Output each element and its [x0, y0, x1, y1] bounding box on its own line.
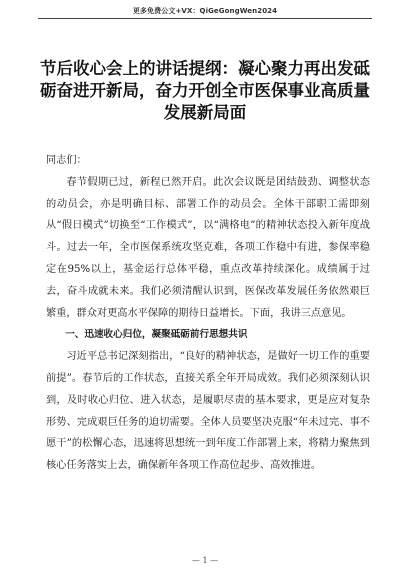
document-body [46, 150, 370, 477]
salutation: 同志们： [46, 155, 87, 166]
header-divider [38, 18, 372, 19]
page-header: 更多免费公文+VX：QiGeGongWen2024 [132, 7, 278, 15]
document-title: 节后收心会上的讲话提纲：凝心聚力再出发砥砺奋进开新局，奋力开创全市医保事业高质量发展新局面 [40, 59, 370, 122]
page-number: — 1 — [191, 556, 219, 565]
body-paragraph: 习近平总书记深刻指出，“良好的精神状态，是做好一切工作的重要前提”。春节后的工作状态，直接关系全年开局成效。我们必须深刻认识到，及时收心归位、进入状态，是履职尽责的基本要求，更是应对复杂形势、完成艰巨任务的迫切需要。全体人员要坚决克服“年未过完、事不愿干”的松懈心态，迅速将思想统一到年度工作部署上来，将精力聚焦到核心任务落实上去，确保新年各项工作高位起步、高效推进。 [46, 351, 370, 472]
body-paragraph: 春节假期已过，新程已然开启。此次会议既是团结鼓劲、调整状态的动员会，亦是明确目标、部署工作的动员会。全体干部职工需即刻从“假日模式”切换至“工作模式”，以“满格电”的精神状态投入新年度战斗。过去一年，全市医保系统攻坚克难，各项工作稳中有进，参保率稳定在95%以上，基金运行总体平稳，重点改革持续深化。成绩属于过去，奋斗成就未来。我们必须清醒认识到，医保改革发展任务依然艰巨繁重，群众对更高水平保障的期待日益增长。下面，我讲三点意见。 [46, 176, 370, 319]
section-heading: 一、迅速收心归位，凝聚砥砺前行思想共识 [65, 329, 248, 341]
